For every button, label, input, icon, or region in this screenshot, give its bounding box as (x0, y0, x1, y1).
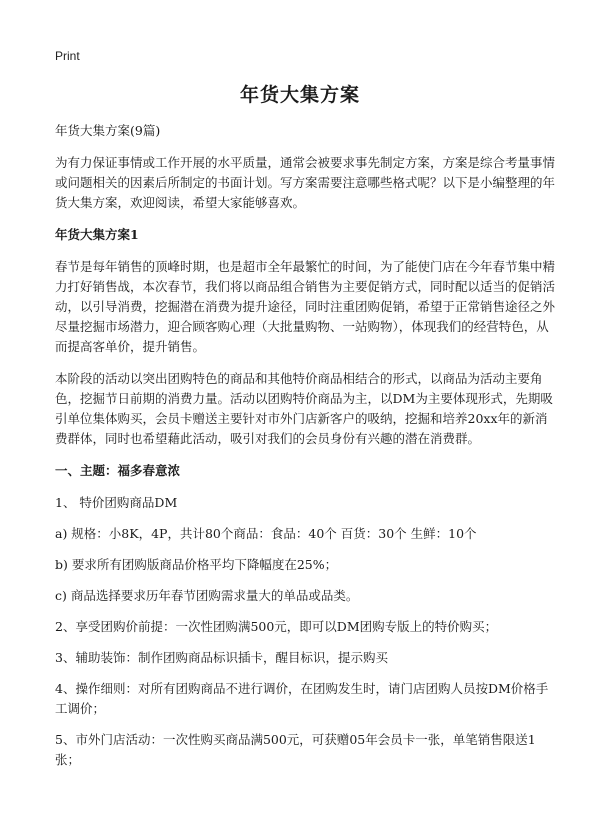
document-subtitle: 年货大集方案(9篇) (55, 123, 161, 138)
section-heading: 年货大集方案1 (55, 227, 139, 242)
theme-heading: 一、主题：福多春意浓 (55, 463, 181, 478)
list-item: 5、市外门店活动：一次性购买商品满500元，可获赠05年会员卡一张，单笔销售限送1张； (55, 732, 536, 767)
list-item: a) 规格：小8K，4P，共计80个商品：食品：40个 百货：30个 生鲜：10个 (55, 526, 477, 541)
page-title: 年货大集方案 (239, 84, 360, 106)
list-item: b) 要求所有团购版商品价格平均下降幅度在25%； (55, 557, 338, 572)
body-paragraph: 本阶段的活动以突出团购特色的商品和其他特价商品相结合的形式，以商品为活动主要角色，挖掘节日前期的消费力量。活动以团购特价商品为主，以DM为主要体现形式，先期吸引单位集体购买，会员卡赠送主要针对市外门店新客户的吸纳，挖掘和培养20xx年的新消费群体，同时也希望藉此活动，吸引对我们的会员身份有兴趣的潜在消费群。 (55, 371, 553, 446)
list-item: 1、 特价团购商品DM (55, 495, 178, 510)
body-paragraph: 春节是每年销售的顶峰时期，也是超市全年最繁忙的时间，为了能使门店在今年春节集中精力打好销售战，本次春节，我们将以商品组合销售为主要促销方式，同时配以适当的促销活动，以引导消费，挖掘潜在消费为提升途径，同时注重团购促销，希望于正常销售途径之外尽量挖掘市场潜力，迎合顾客购心理（大批量购物、一站购物），体现我们的经营特色，从而提高客单价，提升销售。 (55, 259, 556, 354)
document-body (55, 121, 555, 781)
intro-paragraph: 为有力保证事情或工作开展的水平质量，通常会被要求事先制定方案，方案是综合考量事情或问题相关的因素后所制定的书面计划。写方案需要注意哪些格式呢？以下是小编整理的年货大集方案，欢迎阅读，希望大家能够喜欢。 (55, 155, 556, 210)
list-item: c) 商品选择要求历年春节团购需求量大的单品或品类。 (55, 588, 359, 603)
print-link[interactable]: Print (55, 49, 80, 63)
list-item: 4、操作细则：对所有团购商品不进行调价，在团购发生时，请门店团购人员按DM价格手工调价； (55, 681, 549, 716)
list-item: 2、享受团购价前提：一次性团购满500元，即可以DM团购专版上的特价购买； (55, 619, 498, 634)
list-item: 3、辅助装饰：制作团购商品标识插卡，醒目标识，提示购买 (55, 650, 388, 665)
